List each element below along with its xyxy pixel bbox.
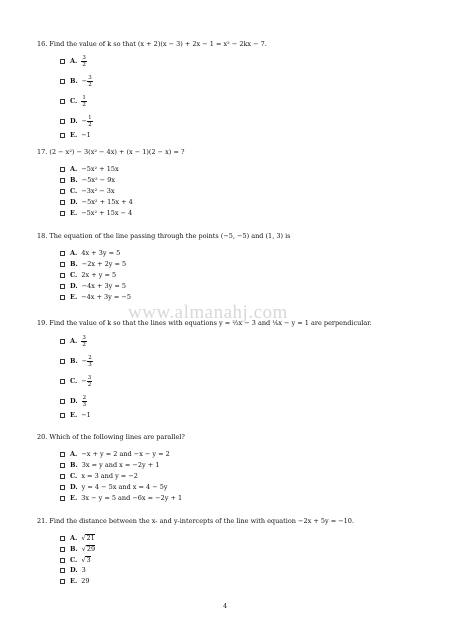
fraction: $\frac{3}{2}$	[88, 75, 92, 88]
checkbox[interactable]	[60, 211, 65, 216]
option-16-d[interactable]: D. − $\frac{1}{2}$	[60, 115, 93, 128]
sqrt-symbol: √	[81, 555, 86, 564]
checkbox[interactable]	[60, 59, 65, 64]
question-18-text: 18. The equation of the line passing through the points (−5, −5) and (1, 3) is	[37, 232, 291, 240]
page-number: 4	[223, 602, 228, 610]
checkbox[interactable]	[60, 452, 65, 457]
fraction: $\frac{1}{2}$	[88, 115, 92, 128]
option-18-a[interactable]: A. 4x + 3y = 5	[60, 250, 120, 257]
watermark: www.almanahj.com	[128, 302, 288, 323]
checkbox[interactable]	[60, 133, 65, 138]
checkbox[interactable]	[60, 399, 65, 404]
question-19-text: 19. Find the value of k so that the lines with equations y = ²⁄₃x − 3 and ¹⁄ₖx − y = 1 are perpendicular.	[37, 319, 372, 327]
question-20-text: 20. Which of the following lines are parallel?	[37, 433, 185, 441]
checkbox[interactable]	[60, 379, 65, 384]
fraction: $\frac{3}{2}$	[82, 335, 86, 348]
checkbox[interactable]	[60, 536, 65, 541]
fraction: $\frac{2}{3}$	[88, 355, 92, 368]
checkbox[interactable]	[60, 496, 65, 501]
option-19-a[interactable]: A. $\frac{3}{2}$	[60, 335, 87, 348]
checkbox[interactable]	[60, 262, 65, 267]
checkbox[interactable]	[60, 558, 65, 563]
option-21-d[interactable]: D. 3	[60, 567, 86, 574]
option-18-b[interactable]: B. −2x + 2y = 5	[60, 261, 126, 268]
option-20-c[interactable]: C. x = 3 and y = −2	[60, 473, 138, 480]
option-19-c[interactable]: C. − $\frac{3}{2}$	[60, 375, 92, 388]
checkbox[interactable]	[60, 568, 65, 573]
checkbox[interactable]	[60, 119, 65, 124]
option-21-e[interactable]: E. 29	[60, 578, 90, 585]
fraction: $\frac{3}{2}$	[82, 55, 86, 68]
sqrt-symbol: √	[81, 533, 86, 542]
option-17-d[interactable]: D. −5x² + 15x + 4	[60, 199, 133, 206]
option-20-e[interactable]: E. 3x − y = 5 and −6x = −2y + 1	[60, 495, 182, 502]
checkbox[interactable]	[60, 178, 65, 183]
checkbox[interactable]	[60, 339, 65, 344]
checkbox[interactable]	[60, 251, 65, 256]
checkbox[interactable]	[60, 413, 65, 418]
option-18-e[interactable]: E. −4x + 3y = −5	[60, 294, 131, 301]
checkbox[interactable]	[60, 579, 65, 584]
option-19-e[interactable]: E. −1	[60, 412, 91, 419]
option-17-e[interactable]: E. −5x² + 15x − 4	[60, 210, 132, 217]
checkbox[interactable]	[60, 200, 65, 205]
option-18-c[interactable]: C. 2x + y = 5	[60, 272, 116, 279]
option-16-c[interactable]: C. $\frac{1}{2}$	[60, 95, 87, 108]
option-21-c[interactable]: C. √ 3	[60, 556, 91, 564]
option-20-a[interactable]: A. −x + y = 2 and −x − y = 2	[60, 451, 170, 458]
fraction: $\frac{2}{3}$	[82, 395, 87, 408]
sqrt-symbol: √	[81, 544, 86, 553]
option-21-a[interactable]: A. √ 21	[60, 534, 95, 542]
checkbox[interactable]	[60, 167, 65, 172]
option-18-d[interactable]: D. −4x + 3y = 5	[60, 283, 126, 290]
fraction: $\frac{1}{2}$	[82, 95, 86, 108]
option-17-a[interactable]: A. −5x² + 15x	[60, 166, 119, 173]
option-16-b[interactable]: B. − $\frac{3}{2}$	[60, 75, 93, 88]
checkbox[interactable]	[60, 485, 65, 490]
option-16-a[interactable]: A. $\frac{3}{2}$	[60, 55, 87, 68]
checkbox[interactable]	[60, 99, 65, 104]
option-19-d[interactable]: D. $\frac{2}{3}$	[60, 395, 87, 408]
checkbox[interactable]	[60, 79, 65, 84]
checkbox[interactable]	[60, 359, 65, 364]
option-17-c[interactable]: C. −3x² − 3x	[60, 188, 115, 195]
option-20-d[interactable]: D. y = 4 − 5x and x = 4 − 5y	[60, 484, 168, 491]
option-19-b[interactable]: B. − $\frac{2}{3}$	[60, 355, 93, 368]
checkbox[interactable]	[60, 463, 65, 468]
question-17-text: 17. (2 − x²) − 3(x² − 4x) + (x − 1)(2 − x) = ?	[37, 148, 185, 156]
question-16-text: 16. Find the value of k so that (x + 2)(x − 3) + 2x − 1 = x² − 2kx − 7.	[37, 40, 267, 48]
option-20-b[interactable]: B. 3x = y and x = −2y + 1	[60, 462, 159, 469]
option-16-e[interactable]: E. −1	[60, 132, 91, 139]
checkbox[interactable]	[60, 547, 65, 552]
option-21-b[interactable]: B. √ 29	[60, 545, 95, 553]
question-21-text: 21. Find the distance between the x- and y-intercepts of the line with equation −2x + 5y = −10.	[37, 517, 355, 525]
option-17-b[interactable]: B. −5x² − 9x	[60, 177, 115, 184]
checkbox[interactable]	[60, 474, 65, 479]
checkbox[interactable]	[60, 273, 65, 278]
checkbox[interactable]	[60, 295, 65, 300]
checkbox[interactable]	[60, 284, 65, 289]
checkbox[interactable]	[60, 189, 65, 194]
fraction: $\frac{3}{2}$	[87, 375, 92, 388]
